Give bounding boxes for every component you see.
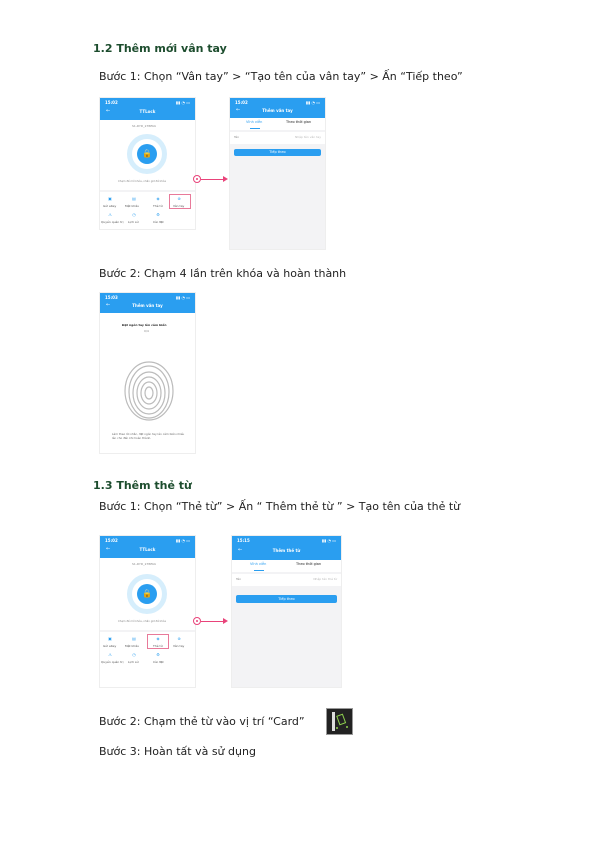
arrow-head (223, 176, 228, 182)
tab-indicator (254, 570, 264, 571)
lock-panel (100, 120, 195, 190)
status-bar (100, 98, 195, 120)
feature-settings[interactable]: Cài đặt (153, 660, 164, 664)
arrow-line (201, 621, 223, 622)
unlock-hint: Chạm để mở khóa, nhấn giữ để khóa (118, 620, 166, 623)
screen-title: Thêm vân tay (132, 303, 163, 308)
feature-history[interactable]: Lịch sử (128, 220, 139, 224)
tab-permanent[interactable]: Vĩnh viễn (250, 562, 267, 566)
touch-footer: Làm theo lời nhắc, đặt ngón tay lên cảm biến nhiều lần cho đến khi hoàn thành. (112, 432, 185, 440)
name-label: Tên (234, 135, 240, 139)
app-title: TTLock (139, 109, 156, 114)
fingerprint-icon[interactable]: ⊛ (177, 636, 181, 641)
clock: 15:15 (237, 538, 250, 543)
password-icon[interactable]: ▤ (132, 196, 136, 201)
status-bar (100, 536, 195, 558)
section-heading-fingerprint: 1.2 Thêm mới vân tay (93, 42, 227, 55)
feature-history[interactable]: Lịch sử (128, 660, 139, 664)
feature-fingerprint[interactable]: Vân tay (173, 204, 185, 208)
main-screen-2 (99, 535, 196, 688)
feature-fingerprint[interactable]: Vân tay (173, 644, 185, 648)
app-title: TTLock (139, 547, 156, 552)
clock: 15:02 (105, 538, 118, 543)
step1-fingerprint: Bước 1: Chọn “Vân tay” > “Tạo tên của vân tay” > Ấn “Tiếp theo” (99, 70, 463, 83)
ekey-icon[interactable]: ▣ (108, 196, 112, 201)
step2-card: Bước 2: Chạm thẻ từ vào vị trí “Card” (99, 715, 305, 728)
screen-title: Thêm thẻ từ (272, 548, 301, 553)
card-icon[interactable]: ◈ (156, 636, 160, 641)
admin-icon[interactable]: ⚠ (108, 652, 112, 657)
tab-timed[interactable]: Theo thời gian (286, 120, 312, 124)
feature-admin[interactable]: Quyền quản trị (101, 220, 124, 224)
fingerprint-icon (124, 361, 174, 421)
feature-ekey[interactable]: Gửi eKey (103, 204, 117, 208)
step2-fingerprint: Bước 2: Chạm 4 lần trên khóa và hoàn thành (99, 267, 347, 280)
back-icon[interactable]: ← (106, 302, 111, 308)
step3-card: Bước 3: Hoàn tất và sử dụng (99, 745, 256, 758)
feature-card[interactable]: Thẻ từ (153, 204, 163, 208)
unlock-button[interactable]: 🔒 (137, 584, 157, 604)
name-input[interactable]: Nhập tên thẻ từ (313, 577, 337, 581)
clock: 15:02 (105, 100, 118, 105)
signal-icon: ▮▮ ◔ ▭ (175, 538, 190, 543)
tab-permanent[interactable]: Vĩnh viễn (246, 120, 263, 124)
unlock-hint: Chạm để mở khóa, nhấn giữ để khóa (118, 180, 166, 183)
next-button[interactable]: Tiếp theo (236, 595, 337, 603)
add-card-screen (231, 535, 342, 688)
feature-settings[interactable]: Cài đặt (153, 220, 164, 224)
signal-icon: ▮▮ ◔ ▭ (175, 295, 190, 300)
feature-ekey[interactable]: Gửi eKey (103, 644, 117, 648)
feature-admin[interactable]: Quyền quản trị (101, 660, 124, 664)
card-icon (327, 709, 352, 734)
status-bar (230, 98, 325, 118)
name-label: Tên (236, 577, 242, 581)
admin-icon[interactable]: ⚠ (108, 212, 112, 217)
settings-icon[interactable]: ⚙ (156, 652, 160, 657)
tab-timed[interactable]: Theo thời gian (296, 562, 322, 566)
status-bar (100, 293, 195, 313)
status-bar (232, 536, 341, 560)
card-icon[interactable]: ◈ (156, 196, 160, 201)
touch-progress: 0/4 (144, 329, 149, 333)
password-icon[interactable]: ▤ (132, 636, 136, 641)
signal-icon: ▮▮ ◔ ▭ (305, 100, 320, 105)
name-field[interactable] (230, 132, 325, 144)
screen-title: Thêm vân tay (262, 108, 293, 113)
feature-password[interactable]: Mật khẩu (125, 644, 139, 648)
unlock-button[interactable]: 🔒 (137, 144, 157, 164)
history-icon[interactable]: ◷ (132, 212, 136, 217)
lock-panel (100, 558, 195, 630)
arrow-start-dot (193, 175, 201, 183)
name-input[interactable]: Nhập tên vân tay (295, 135, 321, 139)
settings-icon[interactable]: ⚙ (156, 212, 160, 217)
section-heading-card: 1.3 Thêm thẻ từ (93, 479, 192, 492)
add-fingerprint-screen (229, 97, 326, 250)
clock: 15:02 (235, 100, 248, 105)
arrow-start-dot (193, 617, 201, 625)
feature-password[interactable]: Mật khẩu (125, 204, 139, 208)
touch-screen (99, 292, 196, 454)
feature-grid (100, 192, 195, 230)
name-field[interactable] (232, 574, 341, 586)
back-icon[interactable]: ← (106, 546, 111, 552)
feature-card[interactable]: Thẻ từ (153, 644, 163, 648)
main-screen-1 (99, 97, 196, 230)
fingerprint-icon[interactable]: ⊛ (177, 196, 181, 201)
lock-name: S1-DYD_235Ebb (132, 562, 157, 566)
touch-instruction: Đặt ngón tay lên cảm biến (122, 323, 167, 327)
clock: 15:03 (105, 295, 118, 300)
back-icon[interactable]: ← (236, 107, 241, 113)
back-icon[interactable]: ← (106, 108, 111, 114)
history-icon[interactable]: ◷ (132, 652, 136, 657)
tabs (232, 560, 341, 572)
arrow-line (201, 179, 223, 180)
signal-icon: ▮▮ ◔ ▭ (175, 100, 190, 105)
ekey-icon[interactable]: ▣ (108, 636, 112, 641)
tabs (230, 118, 325, 130)
tab-indicator (250, 128, 260, 129)
back-icon[interactable]: ← (238, 547, 243, 553)
arrow-head (223, 618, 228, 624)
lock-name: S1-DYD_235Ebb (132, 124, 157, 128)
signal-icon: ▮▮ ◔ ▭ (321, 538, 336, 543)
feature-grid (100, 632, 195, 688)
next-button[interactable]: Tiếp theo (234, 149, 321, 156)
card-reader-image (326, 708, 353, 735)
step1-card: Bước 1: Chọn “Thẻ từ” > Ấn “ Thêm thẻ từ ” > Tạo tên của thẻ từ (99, 500, 461, 513)
